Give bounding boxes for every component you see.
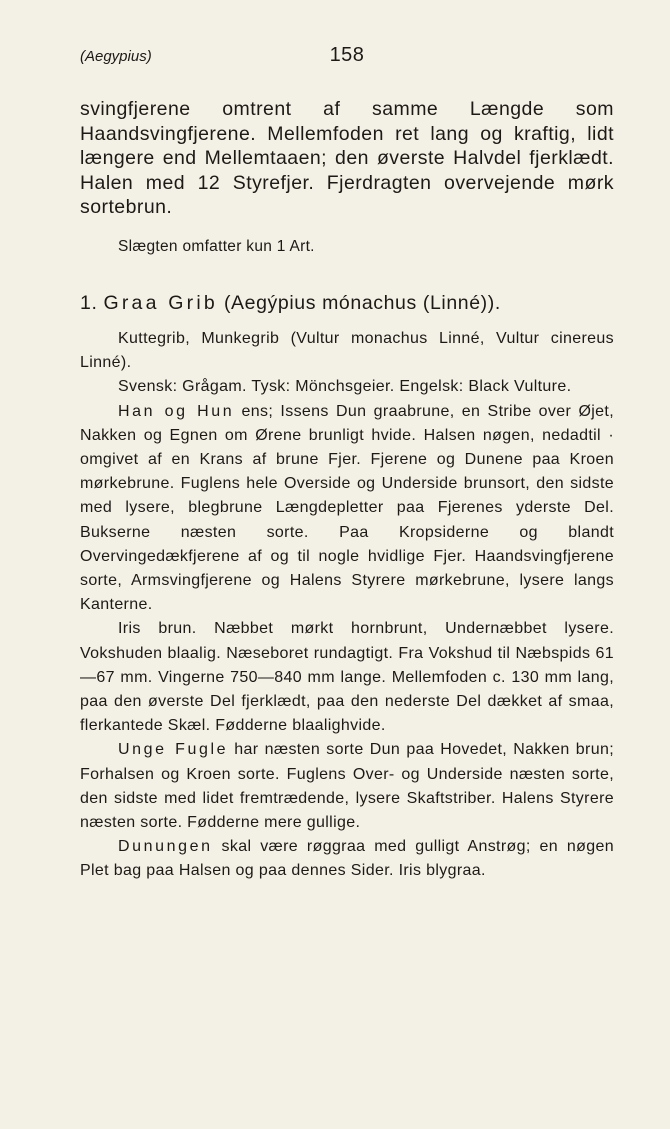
young-text: har næsten sorte Dun paa Hovedet, Nakken brun; Forhalsen og Kroen sorte. Fuglens Over- og Underside næsten sorte, den sidste med lidet fremtrædende, lysere Skaftstriber. Halens Styrere næsten sorte. Fødderne mere gullige. (80, 741, 615, 832)
downy-lead: Dunungen (118, 838, 213, 856)
species-common-name: Graa Grib (103, 292, 218, 314)
species-number: 1. (80, 292, 98, 314)
intro-paragraph: svingfjerene omtrent af samme Længde som Haandsvingfjerene. Mellemfoden ret lang og kraftig, lidt længere end Mellemtaaen; den øverste Halvdel fjerklædt. Halen med 12 Styrefjer. Fjerdragten overvejende mørk sortebrun. (80, 98, 614, 218)
synonyms-paragraph: Kuttegrib, Munkegrib (Vultur monachus Linné, Vultur cinereus Linné). (80, 330, 614, 372)
species-scientific-name: (Aegýpius mónachus (Linné)). (223, 292, 501, 314)
adult-paragraph (80, 400, 614, 618)
page-number: 158 (329, 44, 365, 66)
genus-note: Slægten omfatter kun 1 Art. (118, 238, 315, 255)
young-paragraph (80, 738, 614, 835)
vernacular-paragraph: Svensk: Grågam. Tysk: Mönchsgeier. Engelsk: Black Vulture. (118, 378, 572, 396)
intro-section (80, 97, 614, 220)
young-lead: Unge Fugle (118, 741, 229, 759)
species-description (80, 327, 614, 884)
adult-text: ens; Issens Dun graabrune, en Stribe over Øjet, Nakken og Egnen om Ørene brunligt hvide. Halsen nøgen, nedadtil · omgivet af en Krans af brune Fjer. Fjerene og Dunene paa Kroen mørkebrune. Fuglens hele Overside og Underside brunsort, den sidste med lysere, blegbrune Længdepletter paa Fjerenes yderste Del. Bukserne næsten sorte. Paa Kropsiderne og blandt Overvingedækfjerene af og til nogle hvidlige Fjer. Haandsvingfjerene sorte, Armsvingfjerene og Halens Styrere mørkebrune, lysere langs Kanterne. (80, 402, 614, 614)
measurements-paragraph: Iris brun. Næbbet mørkt hornbrunt, Undernæbbet lysere. Vokshuden blaalig. Næseboret rundagtigt. Fra Vokshud til Næbspids 61—67 mm. Vingerne 750—840 mm lange. Mellemfoden c. 130 mm lang, paa den øverste Del fjerklædt, paa den nederste Del dækket af smaa, flerkantede Skæl. Fødderne blaalighvide. (80, 620, 614, 735)
running-head: (Aegypius) (80, 48, 152, 65)
downy-text: skal være røggraa med gulligt Anstrøg; en nøgen Plet bag paa Halsen og paa dennes Sider. Iris blygraa. (80, 838, 614, 880)
species-heading (80, 292, 614, 315)
page-header (80, 44, 614, 74)
adult-lead: Han og Hun (118, 402, 235, 420)
downy-paragraph (80, 835, 614, 883)
